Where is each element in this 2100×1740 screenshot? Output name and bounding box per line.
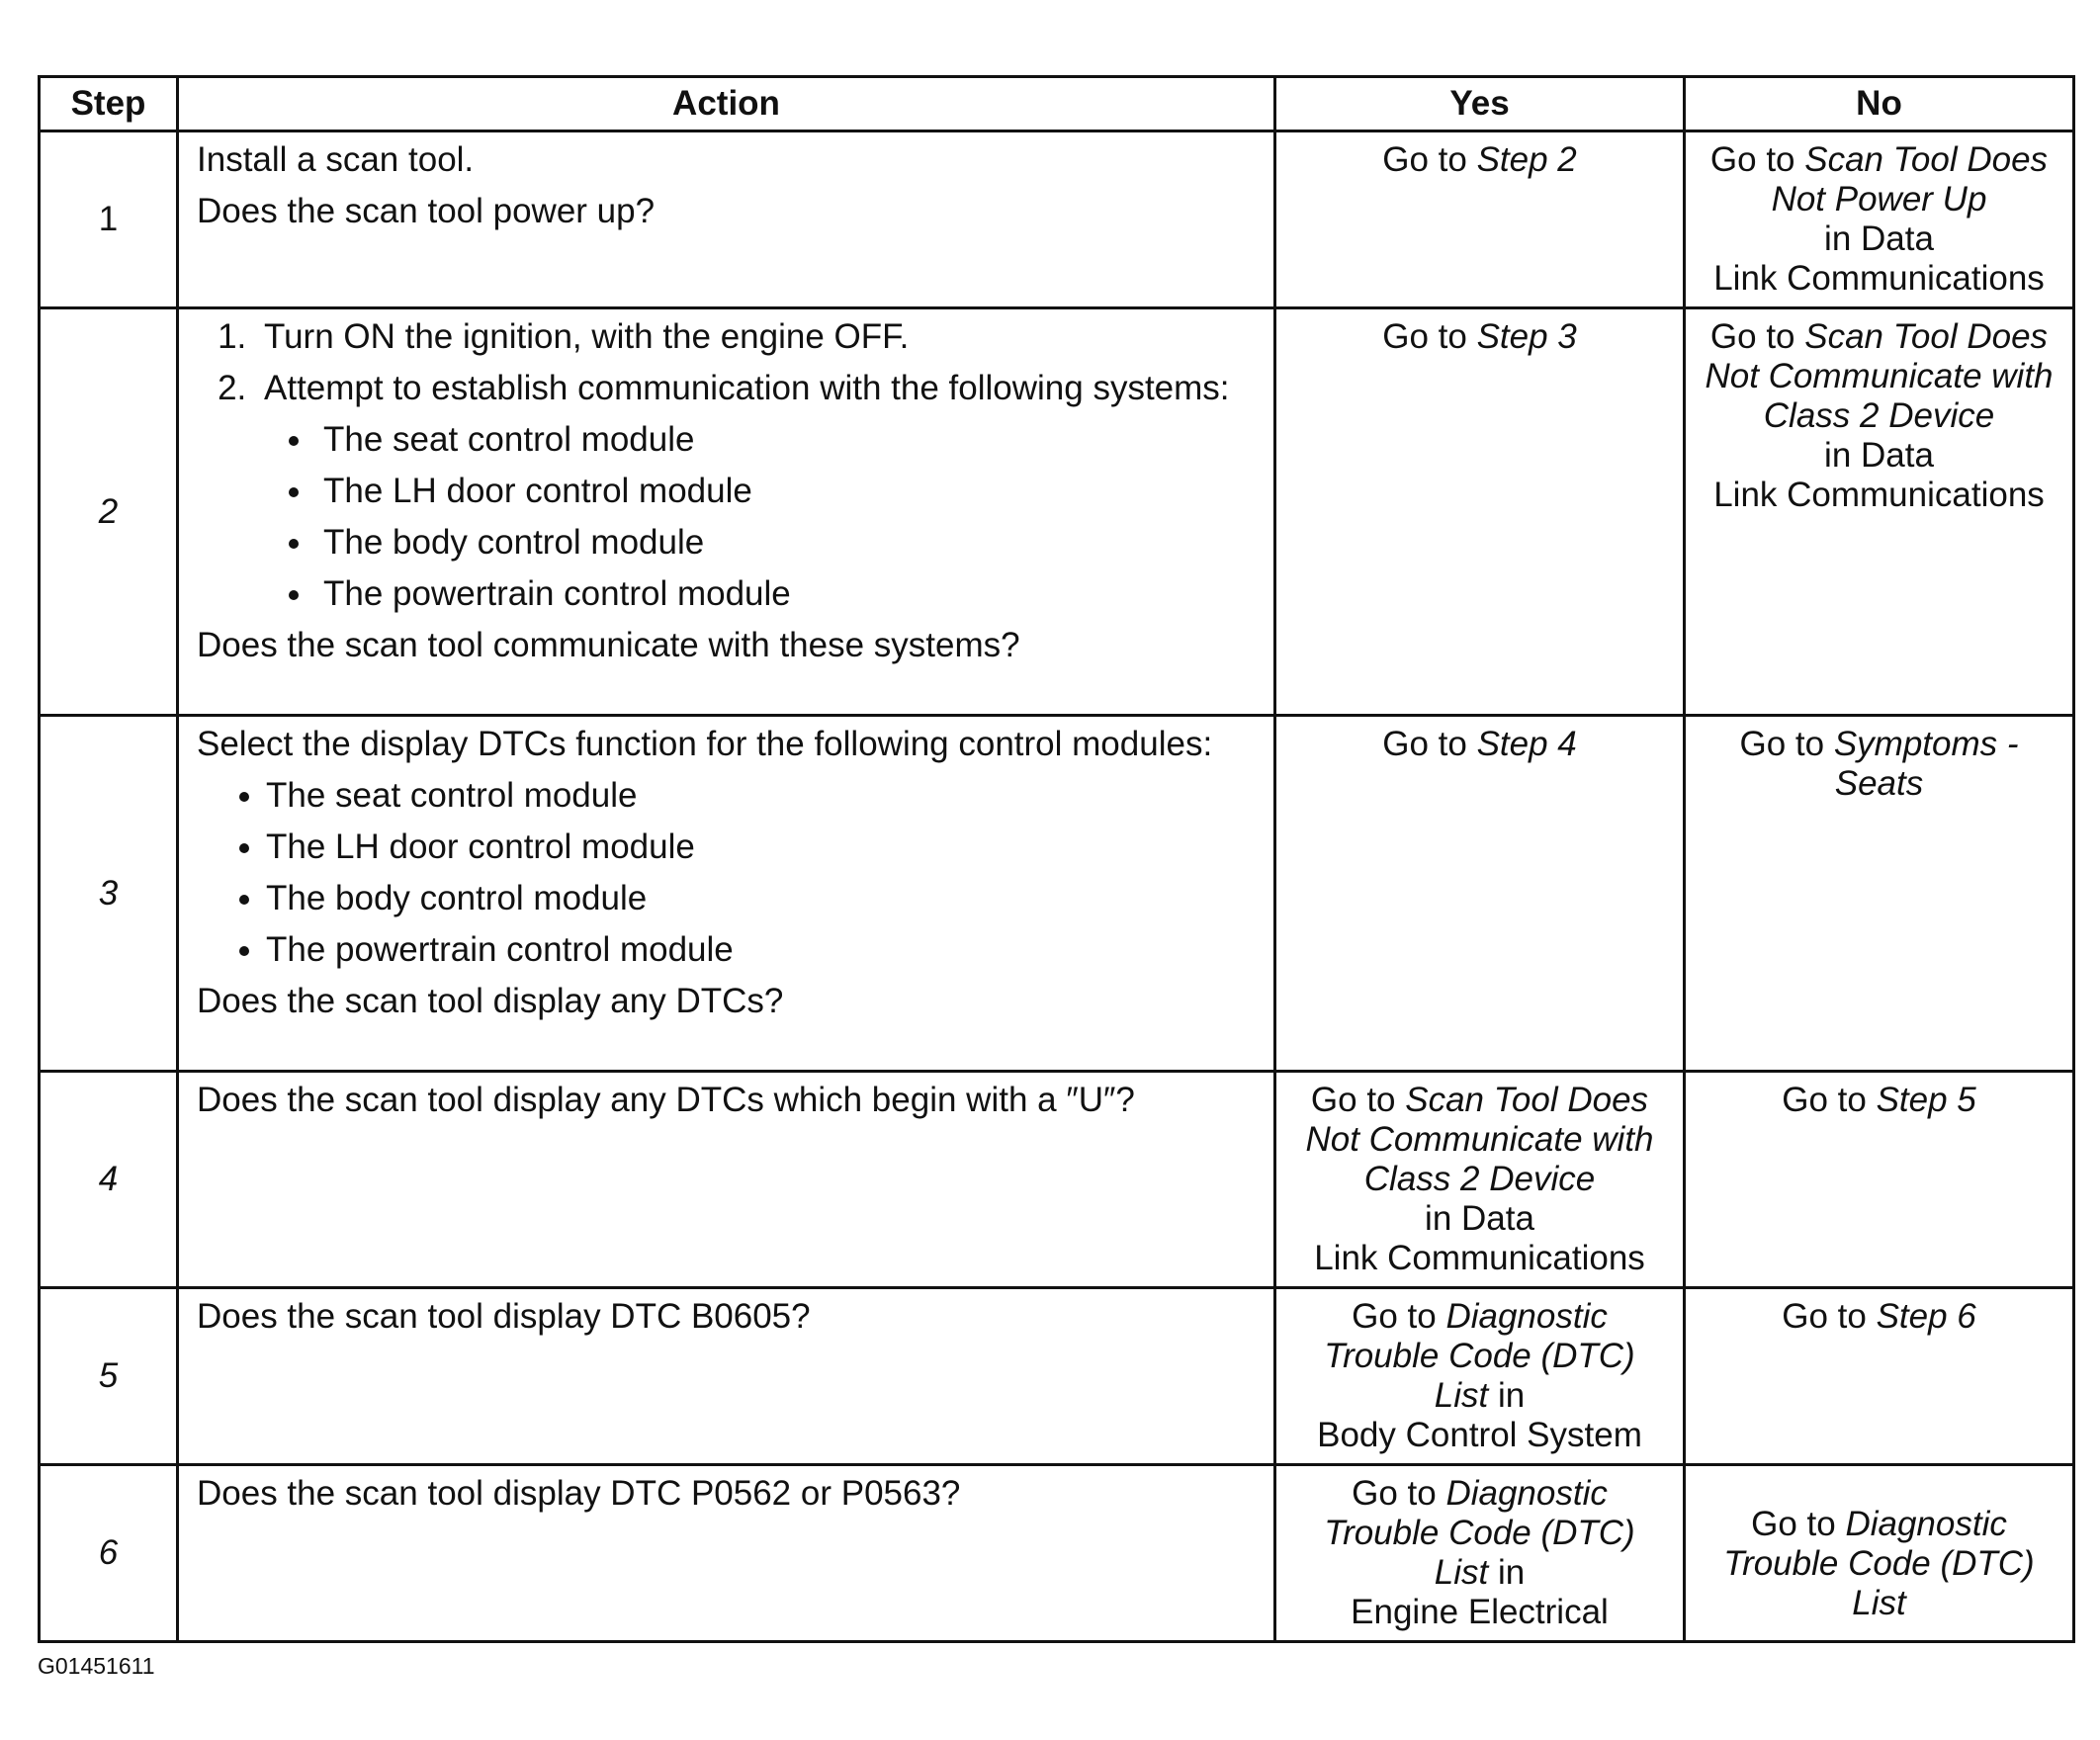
no-cell bbox=[1685, 1465, 2074, 1642]
table-row bbox=[40, 716, 2074, 1072]
yes-text: Go to bbox=[1382, 140, 1477, 179]
step-number: 3 bbox=[98, 873, 119, 913]
action-question: Does the scan tool display DTC B0605? bbox=[197, 1297, 811, 1336]
no-text-line: Link Communications bbox=[1713, 259, 2045, 298]
no-text: Go to bbox=[1739, 725, 1834, 763]
action-text: Select the display DTCs function for the following control modules: bbox=[197, 725, 1213, 763]
no-link[interactable]: Symptoms - bbox=[1833, 725, 2019, 763]
yes-link[interactable]: Diagnostic bbox=[1445, 1297, 1608, 1336]
no-link-cont[interactable]: Not Power Up bbox=[1771, 180, 1987, 218]
no-link[interactable]: Scan Tool Does bbox=[1804, 317, 2049, 356]
action-cell bbox=[178, 1465, 1275, 1642]
step-number: 5 bbox=[98, 1356, 119, 1395]
action-step: 1. Turn ON the ignition, with the engine OFF. bbox=[256, 317, 1256, 357]
yes-link[interactable]: Step 4 bbox=[1476, 725, 1577, 763]
no-cell bbox=[1685, 716, 2074, 1072]
step-number: 2 bbox=[98, 491, 119, 531]
yes-link[interactable]: Scan Tool Does bbox=[1405, 1081, 1649, 1119]
action-step-text: Attempt to establish communication with the following systems: bbox=[264, 369, 1230, 407]
yes-text: Go to bbox=[1382, 725, 1477, 763]
header-yes: Yes bbox=[1275, 77, 1685, 131]
yes-text: Go to bbox=[1310, 1081, 1406, 1119]
no-link-cont[interactable]: Seats bbox=[1834, 764, 1924, 803]
no-link[interactable]: Step 6 bbox=[1876, 1297, 1976, 1336]
action-question: Does the scan tool display any DTCs? bbox=[197, 982, 784, 1020]
list-item: • The powertrain control module bbox=[315, 574, 1256, 614]
action-question: Does the scan tool power up? bbox=[197, 192, 656, 230]
header-no: No bbox=[1685, 77, 2074, 131]
yes-link-cont[interactable]: List bbox=[1434, 1376, 1489, 1415]
action-question: Does the scan tool communicate with these systems? bbox=[197, 626, 1020, 664]
step-number: 6 bbox=[98, 1533, 119, 1572]
action-cell bbox=[178, 131, 1275, 308]
yes-link-cont[interactable]: Trouble Code (DTC) bbox=[1324, 1337, 1635, 1375]
yes-cell bbox=[1275, 1288, 1685, 1465]
action-cell bbox=[178, 308, 1275, 716]
yes-link[interactable]: Step 2 bbox=[1476, 140, 1577, 179]
no-cell bbox=[1685, 1072, 2074, 1288]
yes-link-cont[interactable]: Trouble Code (DTC) bbox=[1324, 1514, 1635, 1552]
yes-text: in bbox=[1488, 1553, 1526, 1592]
action-question: Does the scan tool display DTC P0562 or P0563? bbox=[197, 1474, 961, 1513]
list-item: • The powertrain control module bbox=[266, 930, 1256, 970]
list-item: • The LH door control module bbox=[315, 472, 1256, 511]
header-action: Action bbox=[178, 77, 1275, 131]
action-cell bbox=[178, 716, 1275, 1072]
action-text: Install a scan tool. bbox=[197, 140, 475, 179]
no-cell bbox=[1685, 131, 2074, 308]
yes-link-cont[interactable]: Class 2 Device bbox=[1363, 1160, 1596, 1198]
header-step: Step bbox=[40, 77, 178, 131]
table-row bbox=[40, 1072, 2074, 1288]
yes-cell bbox=[1275, 1072, 1685, 1288]
header-row bbox=[40, 77, 2074, 131]
yes-cell bbox=[1275, 1465, 1685, 1642]
yes-text: Go to bbox=[1352, 1297, 1446, 1336]
module-list bbox=[197, 776, 1256, 970]
table-row bbox=[40, 1465, 2074, 1642]
list-item: • The body control module bbox=[266, 879, 1256, 918]
list-item: • The body control module bbox=[315, 523, 1256, 563]
no-text: Go to bbox=[1709, 317, 1805, 356]
yes-cell bbox=[1275, 131, 1685, 308]
action-question: Does the scan tool display any DTCs which begin with a ″U″? bbox=[197, 1081, 1135, 1119]
yes-link[interactable]: Step 3 bbox=[1476, 317, 1577, 356]
yes-text-line: Engine Electrical bbox=[1351, 1593, 1609, 1631]
no-link[interactable]: Step 5 bbox=[1876, 1081, 1976, 1119]
no-text: Go to bbox=[1709, 140, 1805, 179]
yes-text: Go to bbox=[1352, 1474, 1446, 1513]
step-number: 4 bbox=[98, 1160, 119, 1198]
step-number: 1 bbox=[40, 131, 178, 308]
yes-text-line: Body Control System bbox=[1317, 1416, 1642, 1454]
no-text-line: in Data bbox=[1824, 219, 1934, 258]
action-cell bbox=[178, 1288, 1275, 1465]
no-link-cont[interactable]: Trouble Code (DTC) bbox=[1723, 1544, 2035, 1583]
yes-link[interactable]: Diagnostic bbox=[1445, 1474, 1608, 1513]
no-cell bbox=[1685, 308, 2074, 716]
no-cell bbox=[1685, 1288, 2074, 1465]
module-list bbox=[264, 420, 1256, 614]
no-link[interactable]: Diagnostic bbox=[1845, 1505, 2007, 1543]
no-text-line: in Data bbox=[1824, 436, 1934, 475]
yes-text: Go to bbox=[1382, 317, 1477, 356]
no-link-cont[interactable]: List bbox=[1852, 1584, 1906, 1622]
no-link-cont[interactable]: Class 2 Device bbox=[1763, 396, 1995, 435]
yes-link-cont[interactable]: Not Communicate with bbox=[1305, 1120, 1654, 1159]
action-step bbox=[256, 369, 1256, 614]
table-row bbox=[40, 1288, 2074, 1465]
yes-text-line: Link Communications bbox=[1314, 1239, 1645, 1277]
list-item: • The seat control module bbox=[266, 776, 1256, 816]
action-cell bbox=[178, 1072, 1275, 1288]
list-item: • The LH door control module bbox=[266, 827, 1256, 867]
no-text-line: Link Communications bbox=[1713, 476, 2045, 514]
no-text: Go to bbox=[1782, 1081, 1877, 1119]
no-text: Go to bbox=[1782, 1297, 1877, 1336]
no-link-cont[interactable]: Not Communicate with bbox=[1705, 357, 2054, 395]
action-steps bbox=[197, 317, 1256, 614]
yes-text: in bbox=[1488, 1376, 1526, 1415]
yes-cell bbox=[1275, 716, 1685, 1072]
yes-cell bbox=[1275, 308, 1685, 716]
table-row bbox=[40, 131, 2074, 308]
yes-link-cont[interactable]: List bbox=[1434, 1553, 1489, 1592]
diagnostic-table bbox=[38, 75, 2075, 1643]
figure-id: G01451611 bbox=[38, 1653, 155, 1679]
no-text: Go to bbox=[1751, 1505, 1846, 1543]
no-link[interactable]: Scan Tool Does bbox=[1804, 140, 2049, 179]
table-row bbox=[40, 308, 2074, 716]
list-item: • The seat control module bbox=[315, 420, 1256, 460]
yes-text-line: in Data bbox=[1425, 1199, 1534, 1238]
